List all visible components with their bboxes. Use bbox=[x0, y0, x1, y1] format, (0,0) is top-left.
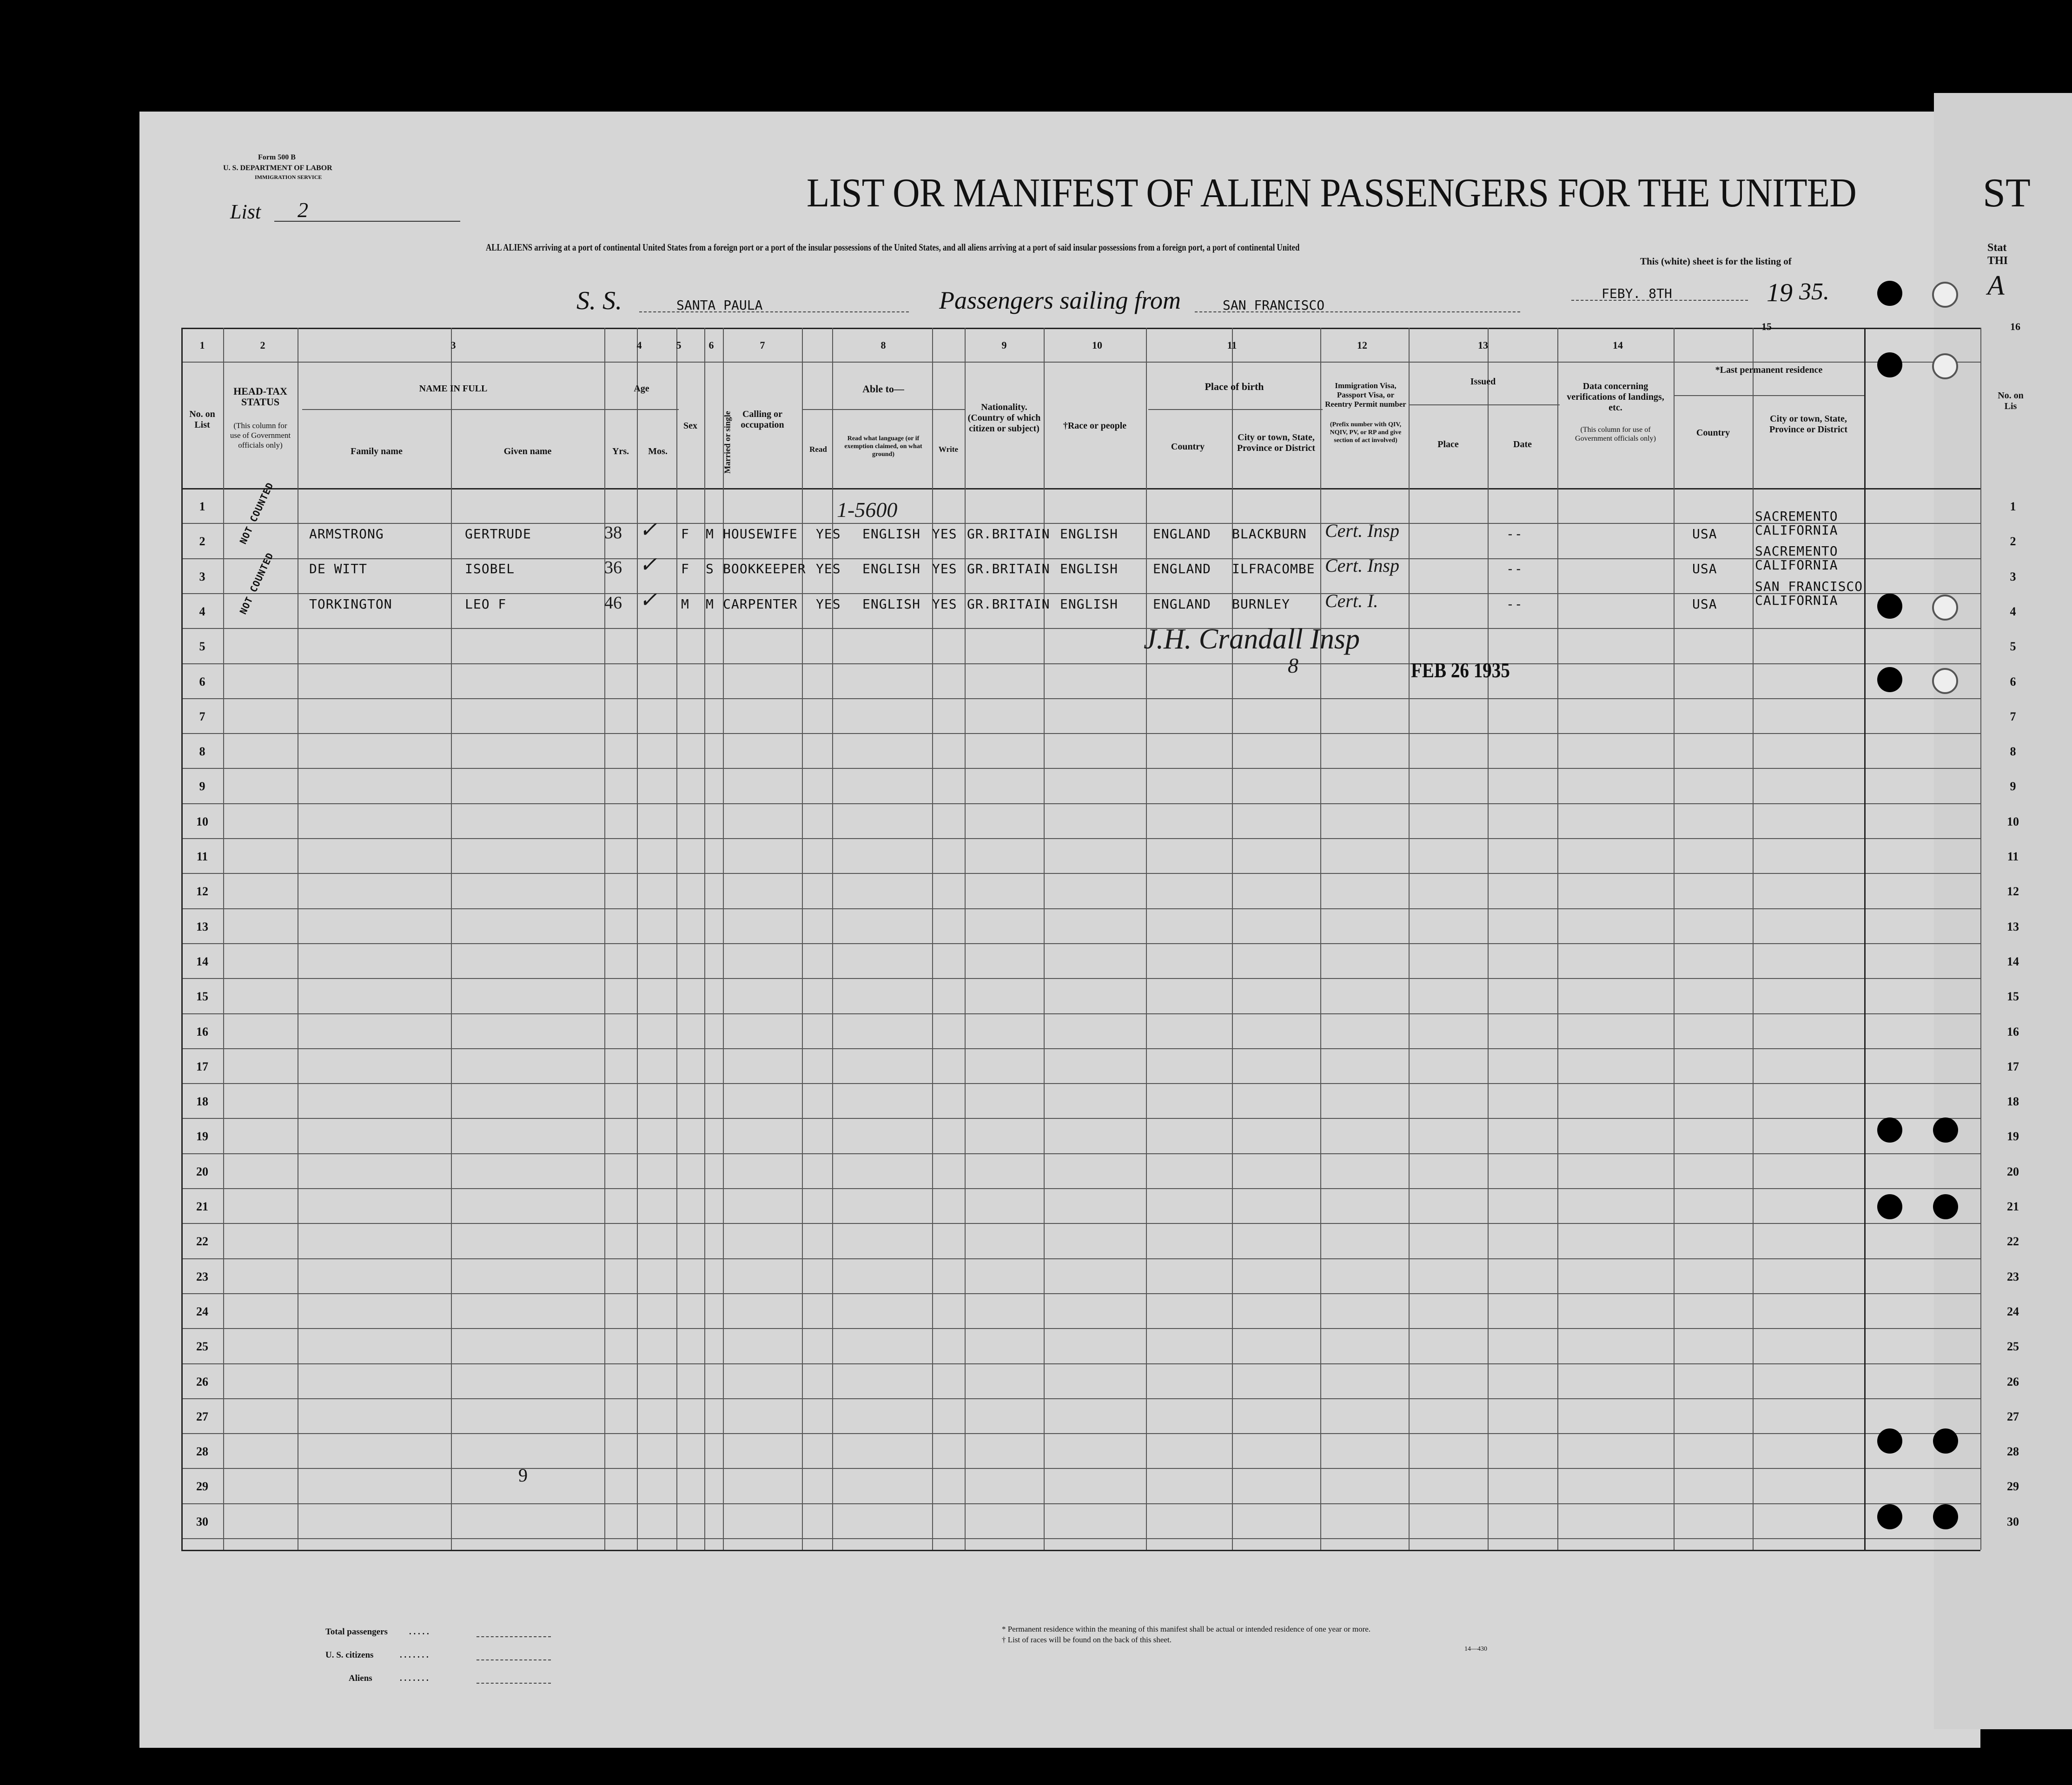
row-number-left: 23 bbox=[196, 1269, 208, 1283]
passenger-ms: M bbox=[706, 596, 714, 612]
row-number-right: 10 bbox=[2007, 814, 2019, 828]
col-num-13: 13 bbox=[1478, 339, 1488, 351]
row-number-right: 13 bbox=[2007, 919, 2019, 933]
hdr-res-city: City or town, State, Province or District bbox=[1769, 414, 1848, 435]
head-tax-stamp: NOT COUNTED bbox=[237, 480, 276, 546]
row-number-right: 22 bbox=[2007, 1235, 2019, 1249]
passenger-visa: Cert. Insp bbox=[1325, 555, 1399, 576]
right-fragment-1: Stat bbox=[1987, 242, 2007, 254]
passenger-yrs: 38 bbox=[604, 523, 622, 542]
hdr-yrs: Yrs. bbox=[612, 446, 629, 456]
row-number-left: 19 bbox=[196, 1130, 208, 1144]
row-number-right: 20 bbox=[2007, 1164, 2019, 1178]
row-number-right: 21 bbox=[2007, 1200, 2019, 1213]
grid-col-line bbox=[451, 328, 452, 1550]
passenger-family: ARMSTRONG bbox=[309, 526, 384, 542]
right-fragment-3: A bbox=[1987, 270, 2005, 301]
punch-hole bbox=[1877, 1428, 1902, 1454]
row-number-left: 11 bbox=[196, 850, 208, 863]
department: U. S. DEPARTMENT OF LABOR bbox=[223, 164, 332, 172]
passenger-issued-date: -- bbox=[1506, 596, 1523, 612]
row-number-left: 30 bbox=[196, 1514, 208, 1528]
row-number-left: 27 bbox=[196, 1409, 208, 1423]
punch-hole bbox=[1877, 1117, 1902, 1143]
row-number-left: 2 bbox=[199, 535, 205, 549]
grid-col-line bbox=[1980, 328, 1981, 1550]
passenger-sex: M bbox=[681, 596, 689, 612]
row-number-left: 24 bbox=[196, 1304, 208, 1318]
grid-hline bbox=[1409, 404, 1560, 405]
row-number-right: 30 bbox=[2007, 1514, 2019, 1528]
col-num-5: 5 bbox=[676, 339, 682, 351]
passenger-ms: M bbox=[706, 526, 714, 542]
col-num-6: 6 bbox=[708, 339, 714, 351]
passenger-occupation: HOUSEWIFE bbox=[723, 526, 798, 542]
row-number-right: 25 bbox=[2007, 1340, 2019, 1354]
right-fragment-2: THI bbox=[1987, 255, 2008, 267]
col-num-2: 2 bbox=[260, 339, 265, 351]
footer-citizens-line bbox=[477, 1659, 551, 1660]
row-number-right: 6 bbox=[2010, 674, 2016, 688]
sailing-line bbox=[1195, 311, 1520, 312]
row-number-left: 8 bbox=[199, 745, 205, 759]
grid-hline bbox=[1148, 409, 1323, 410]
punch-hole bbox=[1877, 1194, 1902, 1219]
list-line bbox=[274, 221, 460, 222]
grid-hline bbox=[302, 409, 604, 410]
passenger-sex: F bbox=[681, 526, 689, 542]
passenger-visa: Cert. Insp bbox=[1325, 520, 1399, 541]
hdr-mos: Mos. bbox=[648, 446, 668, 456]
col-num-15: 15 bbox=[1761, 321, 1772, 332]
col-num-10: 10 bbox=[1092, 339, 1102, 351]
grid-col-line bbox=[637, 328, 638, 1550]
title-continuation: ST bbox=[1983, 171, 2031, 216]
passenger-res-country: USA bbox=[1692, 561, 1717, 577]
hdr-read: Read bbox=[809, 445, 827, 454]
row-number-left: 9 bbox=[199, 780, 205, 793]
ss-line bbox=[639, 311, 909, 312]
footer-note-2: † List of races will be found on the back of this sheet. bbox=[1002, 1635, 1172, 1644]
passenger-yrs: 36 bbox=[604, 558, 622, 578]
passenger-res-country: USA bbox=[1692, 596, 1717, 612]
row-number-right: 16 bbox=[2007, 1025, 2019, 1038]
row-number-right: 27 bbox=[2007, 1409, 2019, 1423]
passenger-given: ISOBEL bbox=[465, 561, 515, 577]
col-num-12: 12 bbox=[1357, 339, 1367, 351]
grid-col-line bbox=[1488, 328, 1489, 1550]
table-bottom-line bbox=[181, 1550, 1980, 1551]
passenger-race: ENGLISH bbox=[1060, 526, 1119, 542]
handwritten-note: 1-5600 bbox=[837, 498, 898, 522]
punch-hole bbox=[1933, 1194, 1958, 1219]
passenger-city: BURNLEY bbox=[1232, 596, 1291, 612]
row-number-right: 7 bbox=[2010, 709, 2016, 723]
row-number-right: 19 bbox=[2007, 1130, 2019, 1144]
row-number-right: 1 bbox=[2010, 500, 2016, 513]
hdr-verif: Data concerning verifications of landings, etc. bbox=[1567, 381, 1664, 413]
grid-col-line bbox=[802, 328, 803, 1550]
hdr-verif-note: (This column for use of Government officials only) bbox=[1575, 426, 1656, 443]
passenger-write: YES bbox=[932, 561, 957, 577]
hdr-issued: Issued bbox=[1470, 377, 1496, 387]
punch-ring bbox=[1932, 282, 1958, 308]
grid-col-line bbox=[832, 328, 833, 1550]
row-number-left: 12 bbox=[196, 885, 208, 899]
hdr-given-name: Given name bbox=[503, 446, 552, 456]
service: IMMIGRATION SERVICE bbox=[255, 174, 322, 180]
hdr-sex: Sex bbox=[683, 421, 697, 431]
row-number-left: 1 bbox=[199, 500, 205, 513]
grid-col-line bbox=[1409, 328, 1410, 1550]
hdr-visa: Immigration Visa, Passport Visa, or Reentry Permit number bbox=[1325, 381, 1406, 409]
row-number-right: 18 bbox=[2007, 1095, 2019, 1109]
list-value: 2 bbox=[298, 198, 308, 222]
date-stamp: FEB 26 1935 bbox=[1411, 658, 1510, 682]
grid-col-line bbox=[704, 328, 705, 1550]
punch-hole bbox=[1877, 352, 1902, 377]
grid-col-line bbox=[604, 328, 605, 1550]
hdr-date: Date bbox=[1513, 439, 1532, 450]
passenger-occupation: CARPENTER bbox=[723, 596, 798, 612]
head-tax-stamp: NOT COUNTED bbox=[237, 550, 276, 616]
grid-col-line bbox=[1674, 328, 1675, 1550]
passenger-country: ENGLAND bbox=[1153, 526, 1211, 542]
row-number-right: 23 bbox=[2007, 1269, 2019, 1283]
row-number-left: 16 bbox=[196, 1025, 208, 1038]
passenger-res-state: CALIFORNIA bbox=[1755, 522, 1838, 538]
punch-ring bbox=[1932, 595, 1958, 621]
row-number-left: 13 bbox=[196, 919, 208, 933]
passenger-visa: Cert. I. bbox=[1325, 590, 1378, 611]
passenger-family: TORKINGTON bbox=[309, 596, 392, 612]
hdr-nationality: Nationality. (Country of which citizen or subject) bbox=[967, 402, 1041, 434]
ss-label: S. S. bbox=[576, 286, 622, 315]
hdr-res-country: Country bbox=[1696, 428, 1730, 438]
hdr-last-residence: *Last permanent residence bbox=[1715, 365, 1823, 375]
year-suffix: 35. bbox=[1799, 278, 1829, 305]
grid-col-line bbox=[676, 328, 677, 1550]
punch-hole bbox=[1933, 1117, 1958, 1143]
row-number-right: 5 bbox=[2010, 640, 2016, 654]
grid-col-line bbox=[1557, 328, 1558, 1550]
hdr-city: City or town, State, Province or District bbox=[1237, 432, 1316, 453]
row-number-left: 25 bbox=[196, 1340, 208, 1354]
col-num-8: 8 bbox=[880, 339, 886, 351]
row-number-right: 24 bbox=[2007, 1304, 2019, 1318]
passenger-read: YES bbox=[816, 596, 841, 612]
row-number-left: 7 bbox=[199, 709, 205, 723]
hdr-age: Age bbox=[634, 383, 649, 394]
form-number: Form 500 B bbox=[258, 153, 296, 161]
row-number-left: 4 bbox=[199, 604, 205, 618]
grid-hline bbox=[604, 409, 679, 410]
grid-col-line bbox=[965, 328, 966, 1550]
list-label: List bbox=[230, 200, 261, 223]
hdr-head-tax-note: (This column for use of Government officials only) bbox=[230, 421, 291, 450]
grid-col-line bbox=[1864, 328, 1866, 1550]
check-mark: ✓ bbox=[639, 553, 657, 577]
row-number-left: 26 bbox=[196, 1375, 208, 1388]
grid-col-line bbox=[1753, 328, 1754, 1550]
row-number-left: 22 bbox=[196, 1235, 208, 1249]
footer-code: 14—430 bbox=[1464, 1646, 1487, 1653]
punch-hole bbox=[1877, 1504, 1902, 1529]
hdr-calling: Calling or occupation bbox=[741, 409, 784, 430]
manifest-sheet bbox=[139, 112, 1980, 1748]
passenger-res-state: CALIFORNIA bbox=[1755, 592, 1838, 608]
sheet-number: 9 bbox=[518, 1465, 528, 1486]
footer-aliens-line bbox=[477, 1683, 551, 1684]
hdr-name-in-full: NAME IN FULL bbox=[419, 383, 488, 394]
grid-col-line bbox=[1146, 328, 1147, 1550]
row-number-left: 20 bbox=[196, 1164, 208, 1178]
footer-note-1: * Permanent residence within the meaning of this manifest shall be actual or intended residence of one year or more. bbox=[1002, 1625, 1371, 1633]
document-title: LIST OR MANIFEST OF ALIEN PASSENGERS FOR THE UNITED bbox=[807, 171, 1856, 216]
passenger-occupation: BOOKKEEPER bbox=[723, 561, 806, 577]
date-value: FEBY. 8TH bbox=[1602, 286, 1672, 301]
col-num-1: 1 bbox=[199, 339, 205, 351]
passenger-given: GERTRUDE bbox=[465, 526, 531, 542]
hdr-read-lang: Read what language (or if exemption claimed, on what ground) bbox=[844, 435, 922, 458]
row-number-right: 29 bbox=[2007, 1480, 2019, 1494]
inspector-signature: J.H. Crandall Insp bbox=[1144, 623, 1360, 655]
sailing-value: SAN FRANCISCO bbox=[1223, 298, 1325, 313]
hdr-write: Write bbox=[938, 445, 959, 454]
row-number-right: 9 bbox=[2010, 780, 2016, 793]
row-number-left: 14 bbox=[196, 954, 208, 968]
passenger-issued-date: -- bbox=[1506, 526, 1523, 542]
hdr-place: Place bbox=[1437, 439, 1459, 450]
row-number-left: 21 bbox=[196, 1200, 208, 1213]
punch-hole bbox=[1877, 281, 1902, 306]
subtitle: ALL ALIENS arriving at a port of continental United States from a foreign port or a port of the insular possessions of the United States, and all aliens arriving at a port of said insular possessions from a foreign port, a port of continental United bbox=[486, 242, 1300, 253]
hdr-race: †Race or people bbox=[1063, 421, 1127, 431]
hdr-visa-note: (Prefix number with QIV, NQIV, PV, or RP and give section of act involved) bbox=[1330, 421, 1402, 444]
date-line bbox=[1571, 300, 1748, 301]
row-number-right: 11 bbox=[2007, 850, 2019, 863]
passenger-country: ENGLAND bbox=[1153, 561, 1211, 577]
grid-col-line bbox=[1232, 328, 1233, 1550]
passenger-race: ENGLISH bbox=[1060, 561, 1119, 577]
footer-citizens-label: U. S. citizens bbox=[325, 1650, 374, 1660]
grid-col-line bbox=[223, 328, 224, 1550]
year-prefix: 19 bbox=[1767, 278, 1793, 307]
passenger-nationality: GR.BRITAIN bbox=[967, 526, 1050, 542]
col-num-3: 3 bbox=[450, 339, 456, 351]
footer-dots-2: . . . . . . . bbox=[400, 1650, 429, 1660]
col-num-9: 9 bbox=[1001, 339, 1007, 351]
passenger-issued-date: -- bbox=[1506, 561, 1523, 577]
punch-hole bbox=[1933, 1504, 1958, 1529]
footer-total-label: Total passengers bbox=[325, 1627, 388, 1637]
passenger-city: ILFRACOMBE bbox=[1232, 561, 1315, 577]
punch-hole bbox=[1877, 594, 1902, 619]
row-number-right: 8 bbox=[2010, 745, 2016, 759]
passenger-sex: F bbox=[681, 561, 689, 577]
punch-hole bbox=[1933, 1428, 1958, 1454]
passenger-family: DE WITT bbox=[309, 561, 368, 577]
row-number-left: 28 bbox=[196, 1445, 208, 1459]
footer-total-line bbox=[477, 1636, 551, 1637]
check-mark: ✓ bbox=[639, 588, 657, 612]
row-number-left: 17 bbox=[196, 1059, 208, 1073]
punch-ring bbox=[1932, 353, 1958, 379]
passenger-language: ENGLISH bbox=[862, 561, 921, 577]
row-number-left: 10 bbox=[196, 814, 208, 828]
passenger-res-state: CALIFORNIA bbox=[1755, 557, 1838, 573]
passenger-write: YES bbox=[932, 526, 957, 542]
row-number-left: 18 bbox=[196, 1095, 208, 1109]
col-num-11: 11 bbox=[1227, 339, 1237, 351]
subtitle-2: This (white) sheet is for the listing of bbox=[1640, 256, 1792, 267]
col-num-4: 4 bbox=[636, 339, 642, 351]
passenger-country: ENGLAND bbox=[1153, 596, 1211, 612]
passenger-res-city: SAN FRANCISCO bbox=[1755, 578, 1863, 594]
passenger-res-country: USA bbox=[1692, 526, 1717, 542]
grid-col-line bbox=[181, 328, 183, 1550]
ss-value: SANTA PAULA bbox=[676, 298, 763, 313]
passenger-read: YES bbox=[816, 526, 841, 542]
grid-col-line bbox=[1044, 328, 1045, 1550]
hdr-head-tax: HEAD-TAX STATUS bbox=[233, 385, 287, 408]
hdr-no-on-list: No. on List bbox=[189, 409, 215, 430]
passenger-nationality: GR.BRITAIN bbox=[967, 596, 1050, 612]
grid-col-line bbox=[1320, 328, 1321, 1550]
grid-hline bbox=[1674, 395, 1864, 396]
row-number-right: 2 bbox=[2010, 535, 2016, 549]
passenger-ms: S bbox=[706, 561, 714, 577]
passenger-race: ENGLISH bbox=[1060, 596, 1119, 612]
passenger-read: YES bbox=[816, 561, 841, 577]
passenger-res-city: SACREMENTO bbox=[1755, 543, 1838, 559]
time-note: 8 bbox=[1288, 654, 1298, 677]
hdr-able-to: Able to— bbox=[862, 383, 904, 395]
passenger-res-city: SACREMENTO bbox=[1755, 509, 1838, 524]
row-number-right: 15 bbox=[2007, 990, 2019, 1004]
punch-ring bbox=[1932, 668, 1958, 694]
punch-hole bbox=[1877, 667, 1902, 692]
row-number-left: 3 bbox=[199, 569, 205, 583]
footer-dots-3: . . . . . . . bbox=[400, 1673, 429, 1683]
hdr-married: Married or single bbox=[722, 411, 732, 474]
row-number-left: 6 bbox=[199, 674, 205, 688]
passenger-language: ENGLISH bbox=[862, 596, 921, 612]
row-number-right: 28 bbox=[2007, 1445, 2019, 1459]
sailing-label: Passengers sailing from bbox=[939, 286, 1181, 314]
footer-dots-1: . . . . . bbox=[409, 1627, 429, 1637]
row-number-right: 3 bbox=[2010, 569, 2016, 583]
row-number-left: 5 bbox=[199, 640, 205, 654]
col-num-16: 16 bbox=[2010, 321, 2020, 332]
col-num-7: 7 bbox=[760, 339, 765, 351]
passenger-given: LEO F bbox=[465, 596, 507, 612]
hdr-place-of-birth: Place of birth bbox=[1205, 381, 1264, 392]
row-number-right: 12 bbox=[2007, 885, 2019, 899]
hdr-country: Country bbox=[1171, 442, 1205, 452]
passenger-city: BLACKBURN bbox=[1232, 526, 1307, 542]
row-number-right: 17 bbox=[2007, 1059, 2019, 1073]
grid-hline bbox=[802, 409, 965, 410]
footer-aliens-label: Aliens bbox=[349, 1673, 372, 1683]
row-number-left: 15 bbox=[196, 990, 208, 1004]
row-number-right: 14 bbox=[2007, 954, 2019, 968]
hdr-family-name: Family name bbox=[351, 446, 403, 456]
check-mark: ✓ bbox=[639, 518, 657, 542]
passenger-write: YES bbox=[932, 596, 957, 612]
row-number-left: 29 bbox=[196, 1480, 208, 1494]
passenger-yrs: 46 bbox=[604, 593, 622, 613]
passenger-language: ENGLISH bbox=[862, 526, 921, 542]
row-number-right: 26 bbox=[2007, 1375, 2019, 1388]
row-number-right: 4 bbox=[2010, 604, 2016, 618]
passenger-nationality: GR.BRITAIN bbox=[967, 561, 1050, 577]
col-num-14: 14 bbox=[1613, 339, 1623, 351]
hdr-right-no: No. on Lis bbox=[1998, 390, 2024, 411]
grid-col-line bbox=[723, 328, 724, 1550]
grid-col-line bbox=[932, 328, 933, 1550]
